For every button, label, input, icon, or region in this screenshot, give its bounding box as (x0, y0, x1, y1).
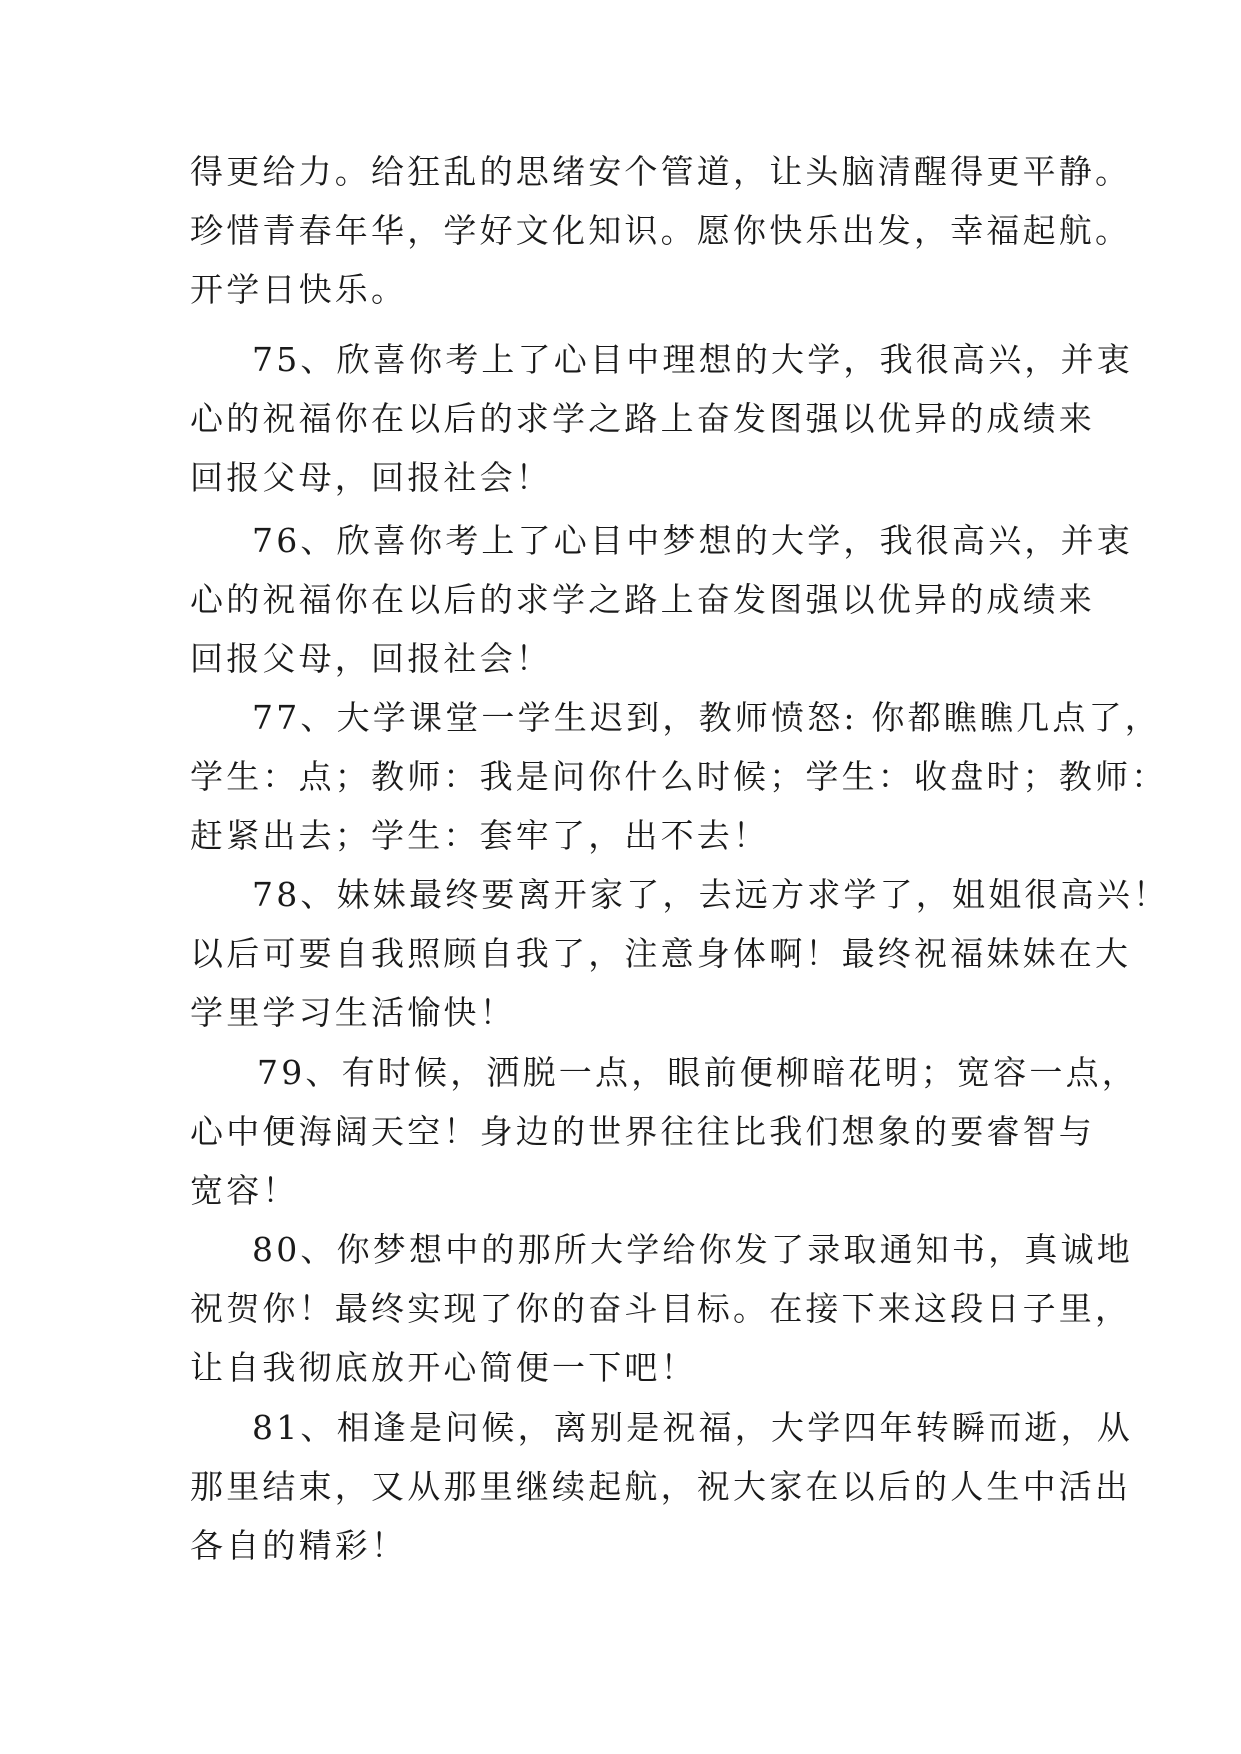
text-line: 学生：点；教师：我是问你什么时候；学生：收盘时；教师： (190, 757, 1168, 796)
text-line: 心的祝福你在以后的求学之路上奋发图强以优异的成绩来 (190, 399, 1095, 438)
text-line: 那里结束，又从那里继续起航，祝大家在以后的人生中活出 (190, 1467, 1132, 1506)
text-line: 81、相逢是问候，离别是祝福，大学四年转瞬而逝，从 (252, 1408, 1133, 1447)
text-line: 心中便海阔天空！身边的世界往往比我们想象的要睿智与 (190, 1112, 1095, 1151)
text-line: 78、妹妹最终要离开家了，去远方求学了，姐姐很高兴！ (252, 875, 1170, 914)
text-line: 以后可要自我照顾自我了，注意身体啊！最终祝福妹妹在大 (190, 934, 1132, 973)
text-line: 赶紧出去；学生：套牢了，出不去！ (190, 816, 770, 855)
text-line: 75、欣喜你考上了心目中理想的大学，我很高兴，并衷 (252, 340, 1133, 379)
text-line: 79、有时候，洒脱一点，眼前便柳暗花明；宽容一点， (257, 1053, 1138, 1092)
text-line: 学里学习生活愉快！ (190, 993, 516, 1032)
text-line: 开学日快乐。 (190, 270, 408, 309)
text-line: 回报父母，回报社会！ (190, 458, 552, 497)
text-line: 77、大学课堂一学生迟到，教师愤怒: 你都瞧瞧几点了， (252, 698, 1161, 737)
text-line: 让自我彻底放开心简便一下吧！ (190, 1348, 697, 1387)
text-line: 76、欣喜你考上了心目中梦想的大学，我很高兴，并衷 (252, 521, 1133, 560)
text-line: 得更给力。给狂乱的思绪安个管道，让头脑清醒得更平静。 (190, 152, 1132, 191)
text-line: 各自的精彩！ (190, 1526, 408, 1565)
text-line: 宽容！ (190, 1171, 299, 1210)
text-line: 80、你梦想中的那所大学给你发了录取通知书，真诚地 (252, 1230, 1133, 1269)
text-line: 心的祝福你在以后的求学之路上奋发图强以优异的成绩来 (190, 580, 1095, 619)
text-line: 回报父母，回报社会！ (190, 639, 552, 678)
text-line: 祝贺你！最终实现了你的奋斗目标。在接下来这段日子里， (190, 1289, 1132, 1328)
text-line: 珍惜青春年华，学好文化知识。愿你快乐出发，幸福起航。 (190, 211, 1132, 250)
